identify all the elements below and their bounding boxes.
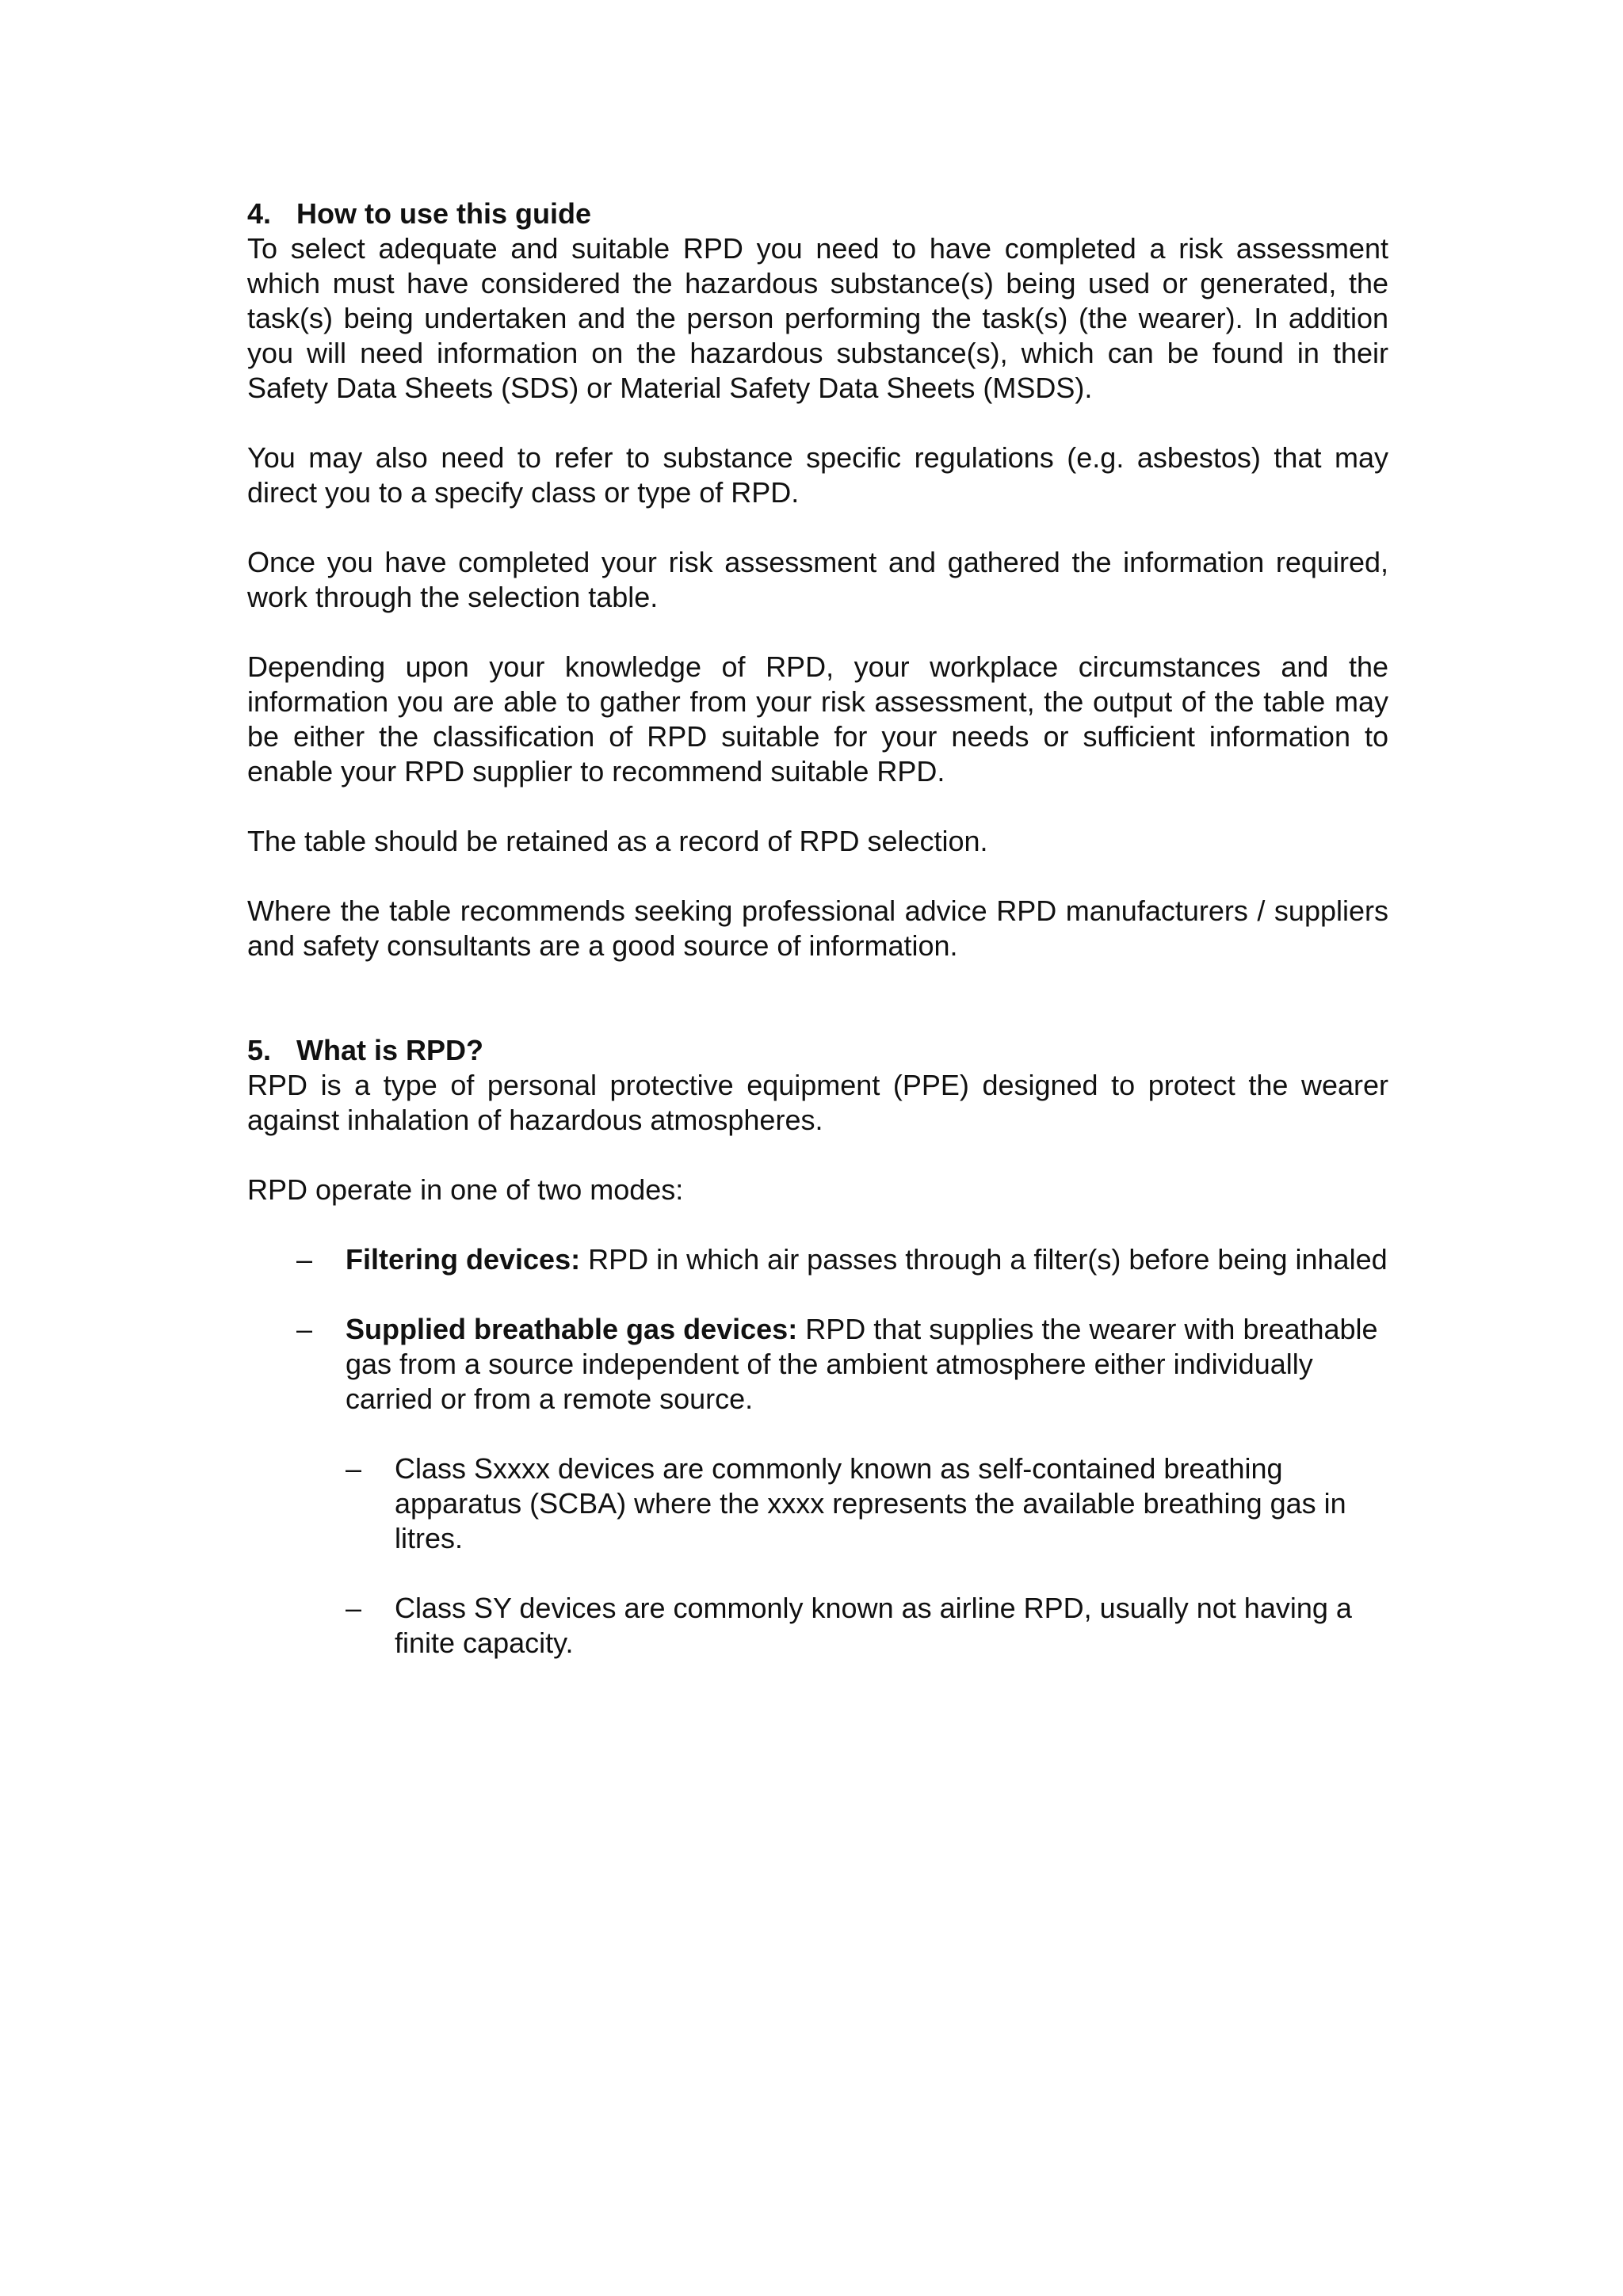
section-4-paragraph-3: Once you have completed your risk assessment and gathered the information required, work through the selection table. (247, 546, 1388, 613)
list-item (346, 1451, 1388, 1556)
list-item-body (346, 1242, 1388, 1277)
subclass-list-2 (346, 1591, 1388, 1661)
section-4-paragraph-4: Depending upon your knowledge of RPD, your workplace circumstances and the information you are able to gather from your risk assessment, the output of the table may be either the classification of RPD suitable for your needs or sufficient information to enable your RPD supplier to recommend suitable RPD. (247, 650, 1388, 788)
list-item-body: Class SY devices are commonly known as airline RPD, usually not having a finite capacity. (395, 1592, 1352, 1659)
section-5-number: 5. (247, 1034, 272, 1066)
mode-term: Filtering devices: (346, 1243, 581, 1276)
section-5-modes-intro: RPD operate in one of two modes: (247, 1173, 684, 1206)
section-4-title: How to use this guide (296, 197, 592, 230)
mode-text: RPD that supplies the wearer with breathable gas from a source independent of the ambient atmosphere either individually carried or from a remote source. (346, 1313, 1378, 1415)
list-item (296, 1242, 1388, 1277)
list-item (296, 1312, 1388, 1417)
document-page (247, 196, 1388, 1661)
subclass-list-wrapper (346, 1451, 1388, 1661)
mode-term: Supplied breathable gas devices: (346, 1313, 798, 1345)
section-5-intro: RPD is a type of personal protective equipment (PPE) designed to protect the wearer against inhalation of hazardous atmospheres. (247, 1069, 1388, 1136)
section-4-paragraph-5: The table should be retained as a record of RPD selection. (247, 825, 988, 857)
list-dash: – (296, 1243, 313, 1276)
mode-text: RPD in which air passes through a filter(s) before being inhaled (580, 1243, 1388, 1276)
section-4-paragraph-1: To select adequate and suitable RPD you need to have completed a risk assessment which must have considered the hazardous substance(s) being used or generated, the task(s) being undertaken and the person performing the task(s) (the wearer). In addition you will need information on the hazardous substance(s), which can be found in their Safety Data Sheets (SDS) or Material Safety Data Sheets (MSDS). (247, 232, 1388, 404)
list-item-body (346, 1312, 1388, 1417)
section-4-number: 4. (247, 197, 272, 230)
subclass-list (346, 1451, 1388, 1556)
section-4-heading (247, 196, 1388, 231)
section-5-title: What is RPD? (296, 1034, 484, 1066)
list-dash: – (346, 1452, 362, 1485)
list-dash: – (346, 1592, 362, 1624)
section-5-heading (247, 1033, 1388, 1068)
list-item (346, 1591, 1388, 1661)
list-item-body: Class Sxxxx devices are commonly known as self-contained breathing apparatus (SCBA) where the xxxx represents the available breathing gas in litres. (395, 1452, 1346, 1554)
rpd-modes-list-2 (247, 1312, 1388, 1417)
section-4-paragraph-2: You may also need to refer to substance specific regulations (e.g. asbestos) that may direct you to a specify class or type of RPD. (247, 441, 1388, 509)
section-4-paragraph-6: Where the table recommends seeking professional advice RPD manufacturers / suppliers and safety consultants are a good source of information. (247, 894, 1388, 962)
list-dash: – (296, 1313, 313, 1345)
rpd-modes-list (247, 1242, 1388, 1277)
